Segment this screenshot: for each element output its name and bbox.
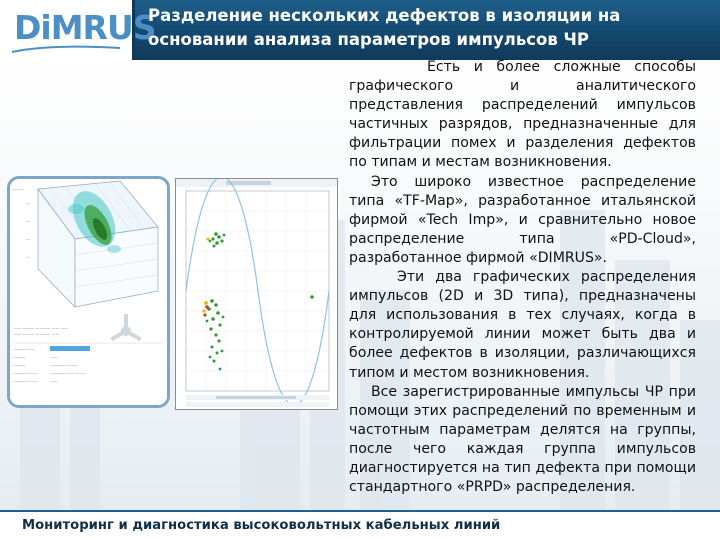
svg-text:—: — — [26, 219, 30, 224]
3d-cloud-figure — [7, 176, 170, 408]
svg-text:———: ——— — [12, 187, 24, 192]
prpd-chart — [176, 179, 337, 409]
prpd-plot — [175, 178, 338, 410]
svg-text:———: ——— — [14, 362, 26, 367]
footer-bar — [0, 510, 720, 540]
svg-text:——: —— — [50, 354, 58, 359]
paragraph-1: Есть и более сложные способы графического и аналитического представления распределений импульсов частичных разрядов, предназначенные для фильтрации помех и разделения дефектов по типам и местам возникновения. — [349, 59, 696, 171]
svg-text:—: — — [26, 237, 30, 242]
svg-text:———— ——: ———— —— — [14, 378, 38, 383]
paragraph-4: Все зарегистрированные импульсы ЧР при помощи этих распределений по временным и частотным параметрам делятся на группы, после чего каждая группа импульсов диагностируется на тип дефекта при помощи стандартного «PRPD» распределения. — [349, 383, 696, 496]
svg-text:———— —— ———: ———— —— ——— — [50, 370, 87, 375]
svg-text:———— ———: ———— ——— — [50, 362, 78, 367]
logo — [0, 0, 156, 60]
svg-text:——— ——: ——— —— — [14, 346, 35, 351]
svg-text:—: — — [26, 255, 30, 260]
header-bar — [0, 0, 720, 60]
logo-swoosh-icon — [10, 44, 122, 54]
svg-text:——: —— — [50, 378, 58, 383]
logo-text: DiMRUS — [14, 8, 156, 47]
svg-text:—— ——— ———— —— ——: —— ——— ———— —— —— — [14, 325, 69, 330]
svg-text:—: — — [26, 201, 30, 206]
paragraph-3: Эти два графических распределения импульсов (2D и 3D типа), предназначены для использования в тех случаях, когда в контролируемой линии может быть два и более дефектов в изоляции, различающихся типом и местом возникновения. — [349, 269, 696, 381]
page-title: Разделение нескольких дефектов в изоляции на основании анализа параметров импульсов ЧР — [148, 6, 621, 49]
svg-text:———: ——— — [14, 354, 26, 359]
footer-text: Мониторинг и диагностика высоковольтных кабельных линий — [22, 518, 501, 533]
svg-text:—— ——— ———— ——: —— ——— ———— —— — [14, 331, 60, 336]
svg-text:——— ———: ——— ——— — [14, 370, 38, 375]
body-text — [349, 58, 696, 497]
pd-cloud-3d-plot — [10, 179, 167, 405]
paragraph-2: Это широко известное распределение типа «TF-Map», разработанное итальянской фирмой «Tech Imp», и сравнительно новое распределение типа «PD-Cloud», разработанное фирмой «DIMRUS». — [349, 173, 696, 266]
